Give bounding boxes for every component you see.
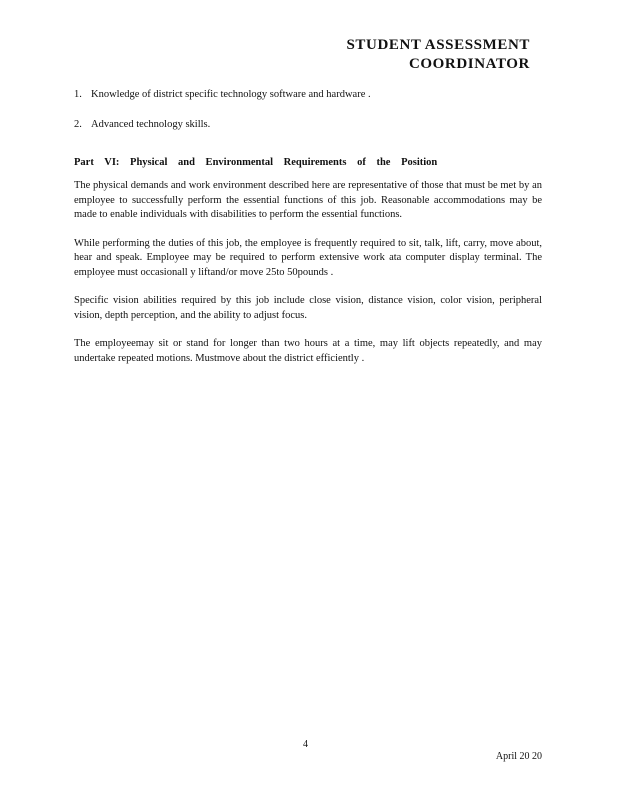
title-line-1: STUDENT ASSESSMENT (346, 37, 530, 53)
list-item-text: Knowledge of district specific technology software and hardware . (91, 89, 371, 100)
list-item-text: Advanced technology skills. (91, 119, 211, 130)
list-item (74, 118, 544, 131)
paragraph-movement: The employeemay sit or stand for longer than two hours at a time, may lift objects repeatedly, and may undertake repeated motions. Mustmove about the district efficiently . (74, 338, 542, 364)
title-line-2: COORDINATOR (408, 56, 530, 72)
footer-date: April 20 20 (495, 751, 542, 762)
page-number: 4 (303, 739, 308, 750)
list-item-number: 2. (74, 119, 82, 130)
paragraph-duties: While performing the duties of this job, the employee is frequently required to sit, talk, lift, carry, move about, hear and speak. Employee may be required to perform extensive work ata computer display terminal. The employee must occasionall y liftand/or move 25to 50pounds . (74, 237, 542, 278)
section-heading: Part VI: Physical and Environmental Requirements of the Position (74, 157, 438, 168)
paragraph-vision: Specific vision abilities required by this job include close vision, distance vision, color vision, peripheral vision, depth perception, and the ability to adjust focus. (74, 295, 542, 321)
section-body (74, 179, 542, 380)
paragraph-physical-demands: The physical demands and work environment described here are representative of those that must be met by an employee to successfully perform the essential functions of this job. Reasonable accommodations may be made to enable individuals with disabilities to perform the essential functions. (74, 180, 542, 220)
qualifications-list (74, 88, 544, 148)
list-item (74, 88, 544, 101)
list-item-number: 1. (74, 89, 82, 100)
document-title (346, 36, 530, 74)
